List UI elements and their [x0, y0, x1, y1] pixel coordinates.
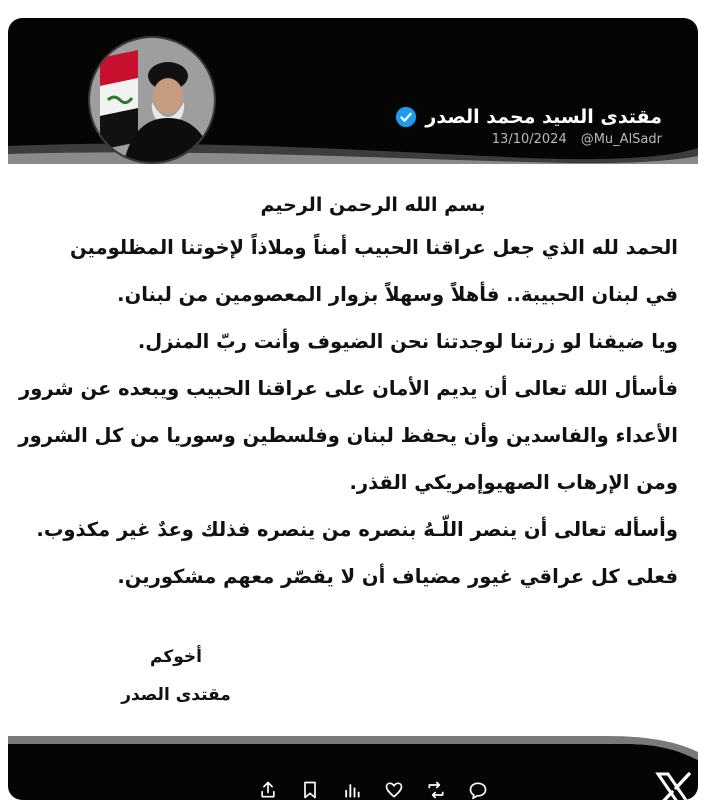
like-icon[interactable] [384, 780, 404, 800]
author-name[interactable]: مقتدى السيد محمد الصدر [425, 106, 662, 128]
profile-avatar[interactable] [88, 36, 216, 164]
share-icon[interactable] [258, 780, 278, 800]
body-line: في لبنان الحبيبة.. فأهلاً وسهلاً بزوار المعصومين من لبنان. [117, 283, 678, 306]
action-bar [258, 780, 488, 800]
author-row [395, 106, 662, 128]
tweet-header [8, 18, 698, 164]
verified-badge-icon [395, 106, 417, 128]
author-meta [492, 132, 662, 147]
views-icon[interactable] [342, 780, 362, 800]
reply-icon[interactable] [468, 780, 488, 800]
x-logo-icon[interactable] [654, 770, 694, 800]
body-line: وأسأله تعالى أن ينصر اللّـهُ بنصره من ينصره فذلك وعدٌ غير مكذوب. [36, 518, 678, 541]
basmala-line: بسم الله الرحمن الرحيم [260, 194, 486, 216]
body-line: فعلى كل عراقي غيور مضياف أن لا يقصّر معهم مشكورين. [117, 565, 678, 588]
tweet-footer [8, 730, 698, 800]
tweet-card [8, 18, 698, 800]
avatar-image [90, 38, 214, 162]
body-line: الحمد لله الذي جعل عراقنا الحبيب أمناً وملاذاً لإخوتنا المظلومين [70, 236, 678, 259]
signoff [96, 638, 256, 714]
signoff-name: مقتدى الصدر [121, 685, 231, 705]
retweet-icon[interactable] [426, 780, 446, 800]
bookmark-icon[interactable] [300, 780, 320, 800]
body-line: الأعداء والفاسدين وأن يحفظ لبنان وفلسطين وسوريا من كل الشرور [18, 424, 678, 447]
author-handle[interactable]: @Mu_AlSadr [580, 132, 662, 147]
signoff-greeting: أخوكم [150, 647, 202, 667]
tweet-body [18, 194, 678, 600]
body-line: ويا ضيفنا لو زرتنا لوجدتنا نحن الضيوف وأنت ربّ المنزل. [137, 330, 678, 353]
body-line: فأسأل الله تعالى أن يديم الأمان على عراقنا الحبيب ويبعده عن شرور [19, 377, 678, 400]
body-line: ومن الإرهاب الصهيوإمريكي القذر. [349, 471, 678, 494]
post-date: 13/10/2024 [491, 132, 567, 147]
